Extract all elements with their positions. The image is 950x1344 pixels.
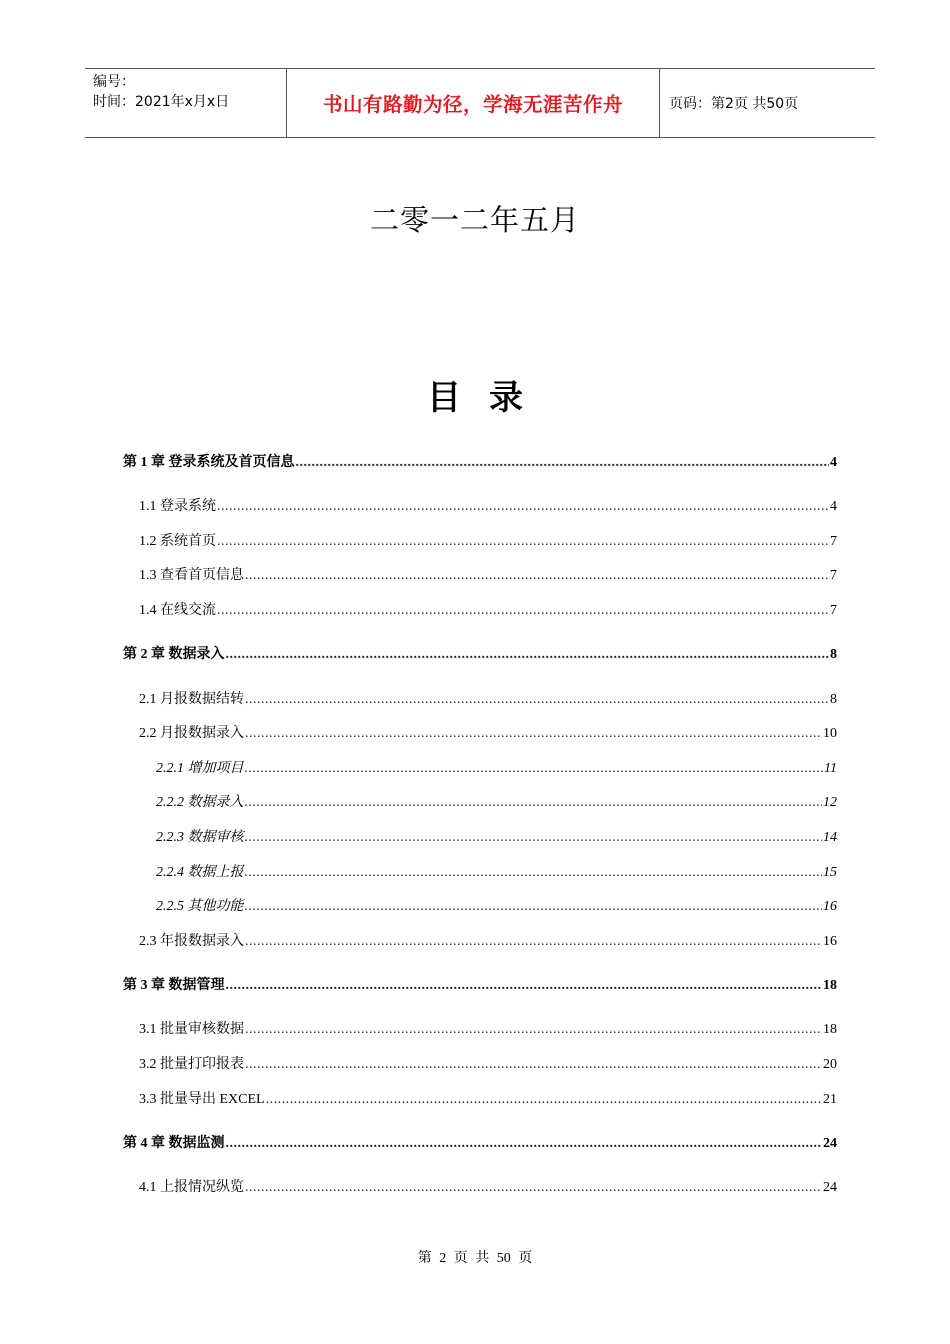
toc-entry-page: 24 bbox=[823, 1180, 837, 1195]
date-title: 二零一二年五月 bbox=[369, 203, 580, 237]
toc-entry-page: 7 bbox=[830, 534, 837, 549]
toc-entry-label: 第 3 章 数据管理 bbox=[123, 978, 225, 993]
toc-entry-label: 3.2 批量打印报表 bbox=[139, 1057, 244, 1072]
toc-leader bbox=[245, 899, 823, 915]
toc-entry-label: 2.1 月报数据结转 bbox=[139, 692, 244, 707]
toc-entry[interactable] bbox=[123, 643, 837, 663]
toc-leader bbox=[245, 1057, 822, 1073]
toc-entry-page: 4 bbox=[830, 499, 837, 514]
toc-entry-label: 2.2.4 数据上报 bbox=[156, 865, 244, 880]
toc-entry-label: 第 1 章 登录系统及首页信息 bbox=[123, 455, 295, 470]
toc-entry-page: 24 bbox=[823, 1136, 837, 1151]
toc-entry-label: 第 2 章 数据录入 bbox=[123, 647, 225, 662]
toc-leader bbox=[245, 761, 824, 777]
toc-leader bbox=[245, 795, 823, 811]
toc-leader bbox=[217, 534, 829, 550]
toc-leader bbox=[245, 1022, 822, 1038]
toc-leader bbox=[245, 692, 829, 708]
toc-entry-label: 2.2.1 增加项目 bbox=[156, 761, 244, 776]
toc-leader bbox=[226, 1136, 823, 1152]
header-page-info: 页码：第2页 共50页 bbox=[669, 96, 799, 112]
header-left-cell bbox=[85, 69, 286, 137]
toc-entry-page: 4 bbox=[830, 455, 837, 470]
toc-leader bbox=[296, 455, 830, 471]
toc-entry[interactable] bbox=[139, 599, 837, 619]
toc-entry-page: 18 bbox=[823, 978, 837, 993]
toc-entry-page: 8 bbox=[830, 692, 837, 707]
toc-entry-page: 14 bbox=[823, 830, 837, 845]
toc-entry[interactable] bbox=[139, 1176, 837, 1196]
toc-entry-label: 3.1 批量审核数据 bbox=[139, 1022, 244, 1037]
toc-entry-label: 1.2 系统首页 bbox=[139, 534, 216, 549]
toc-entry-label: 2.2.2 数据录入 bbox=[156, 795, 244, 810]
toc-entry[interactable] bbox=[139, 722, 837, 742]
toc-entry[interactable] bbox=[123, 1132, 837, 1152]
toc-entry[interactable] bbox=[156, 791, 837, 811]
toc-entry-label: 第 4 章 数据监测 bbox=[123, 1136, 225, 1151]
toc-entry-page: 21 bbox=[823, 1092, 837, 1107]
toc-leader bbox=[217, 603, 829, 619]
toc-entry[interactable] bbox=[123, 451, 837, 471]
toc-entry-label: 1.4 在线交流 bbox=[139, 603, 216, 618]
number-label: 编号： bbox=[93, 74, 135, 90]
toc-entry-page: 20 bbox=[823, 1057, 837, 1072]
time-label: 时间：2021年x月x日 bbox=[93, 94, 230, 110]
toc-entry-label: 1.1 登录系统 bbox=[139, 499, 216, 514]
toc-entry[interactable] bbox=[139, 495, 837, 515]
toc-entry-label: 2.2.3 数据审核 bbox=[156, 830, 244, 845]
toc-entry[interactable] bbox=[139, 930, 837, 950]
toc-entry-label: 4.1 上报情况纵览 bbox=[139, 1180, 244, 1195]
toc-entry[interactable] bbox=[139, 564, 837, 584]
toc-leader bbox=[217, 499, 829, 515]
toc-entry-page: 7 bbox=[830, 603, 837, 618]
toc-entry-label: 2.2 月报数据录入 bbox=[139, 726, 244, 741]
toc-entry-label: 2.3 年报数据录入 bbox=[139, 934, 244, 949]
toc-entry-page: 10 bbox=[823, 726, 837, 741]
toc-entry-page: 16 bbox=[823, 899, 837, 914]
toc-entry-label: 1.3 查看首页信息 bbox=[139, 568, 244, 583]
toc-entry-page: 11 bbox=[824, 761, 837, 776]
toc-leader bbox=[226, 647, 830, 663]
toc-entry-label: 2.2.5 其他功能 bbox=[156, 899, 244, 914]
toc-entry-page: 8 bbox=[830, 647, 837, 662]
toc-entry-page: 18 bbox=[823, 1022, 837, 1037]
toc-entry-label: 3.3 批量导出 EXCEL bbox=[139, 1092, 265, 1107]
toc-entry[interactable] bbox=[139, 1018, 837, 1038]
toc-entry[interactable] bbox=[139, 1088, 837, 1108]
toc-entry[interactable] bbox=[156, 861, 837, 881]
toc-leader bbox=[245, 934, 822, 950]
toc-entry-page: 7 bbox=[830, 568, 837, 583]
toc-leader bbox=[266, 1092, 822, 1108]
toc-entry[interactable] bbox=[123, 974, 837, 994]
toc-leader bbox=[245, 830, 823, 846]
toc-leader bbox=[245, 1180, 822, 1196]
toc-entry[interactable] bbox=[139, 1053, 837, 1073]
toc-leader bbox=[245, 726, 822, 742]
page-header bbox=[85, 68, 875, 138]
toc-leader bbox=[226, 978, 823, 994]
toc-leader bbox=[245, 568, 829, 584]
toc-entry[interactable] bbox=[156, 826, 837, 846]
toc-entry[interactable] bbox=[156, 895, 837, 915]
toc-title: 目录 bbox=[427, 378, 551, 418]
toc-entry-page: 15 bbox=[823, 865, 837, 880]
toc-entry[interactable] bbox=[156, 757, 837, 777]
page-footer: 第 2 页 共 50 页 bbox=[417, 1251, 533, 1266]
toc-entry[interactable] bbox=[139, 688, 837, 708]
header-motto: 书山有路勤为径，学海无涯苦作舟 bbox=[286, 69, 660, 137]
toc-entry-page: 12 bbox=[823, 795, 837, 810]
toc-entry-page: 16 bbox=[823, 934, 837, 949]
toc-leader bbox=[245, 865, 823, 881]
toc-entry[interactable] bbox=[139, 530, 837, 550]
